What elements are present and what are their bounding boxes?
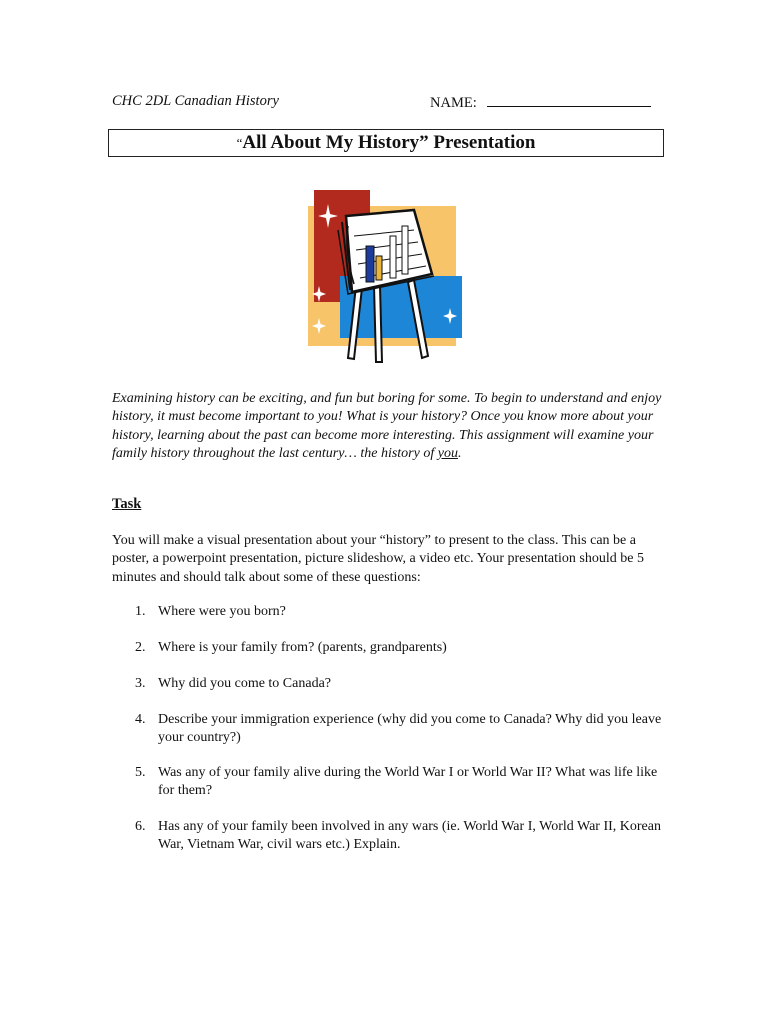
chart-bar xyxy=(376,256,382,280)
question-text: Describe your immigration experience (why did you come to Canada? Why did you leave your country?) xyxy=(158,712,662,746)
question-text: Where is your family from? (parents, grandparents) xyxy=(158,640,447,655)
question-item xyxy=(112,603,664,621)
name-blank-line xyxy=(487,93,651,107)
intro-period: . xyxy=(457,445,462,461)
title-text: All About My History” Presentation xyxy=(242,132,536,153)
presentation-easel-chart-icon xyxy=(304,190,466,365)
question-text: Why did you come to Canada? xyxy=(158,676,332,691)
question-item xyxy=(112,639,664,657)
task-heading: Task xyxy=(112,496,142,512)
question-number: 3. xyxy=(135,676,146,691)
question-number: 1. xyxy=(135,604,146,619)
question-item xyxy=(112,675,664,693)
question-number: 5. xyxy=(135,765,146,780)
question-item xyxy=(112,818,664,855)
question-text: Where were you born? xyxy=(158,604,286,619)
intro-text: Examining history can be exciting, and fun but boring for some. To begin to understand and enjoy history, it must become important to you! What is your history? Once you know more about your history, learning about the past can become more interesting. This assignment will examine your family history throughout the last century… the history of xyxy=(112,391,662,461)
chart-bar xyxy=(366,246,374,282)
question-number: 6. xyxy=(135,819,146,834)
title-open-quote: “ xyxy=(236,135,243,150)
question-number: 4. xyxy=(135,712,146,727)
question-number: 2. xyxy=(135,640,146,655)
question-text: Has any of your family been involved in any wars (ie. World War I, World War II, Korean War, Vietnam War, civil wars etc.) Explain. xyxy=(158,819,661,853)
page-title xyxy=(108,129,664,157)
chart-bar xyxy=(390,236,396,278)
task-description: You will make a visual presentation about your “history” to present to the class. This can be a poster, a powerpoint presentation, picture slideshow, a video etc. Your presentation should be 5 minutes and should talk about some of these questions: xyxy=(112,533,644,585)
name-field xyxy=(430,93,651,112)
course-code: CHC 2DL Canadian History xyxy=(112,93,279,109)
name-label: NAME: xyxy=(430,95,477,111)
intro-emphasis-you: you xyxy=(437,445,458,461)
question-item xyxy=(112,764,664,801)
question-item xyxy=(112,711,664,748)
chart-bar xyxy=(402,226,408,274)
intro-paragraph xyxy=(112,390,662,463)
question-text: Was any of your family alive during the World War I or World War II? What was life like for them? xyxy=(158,765,658,799)
